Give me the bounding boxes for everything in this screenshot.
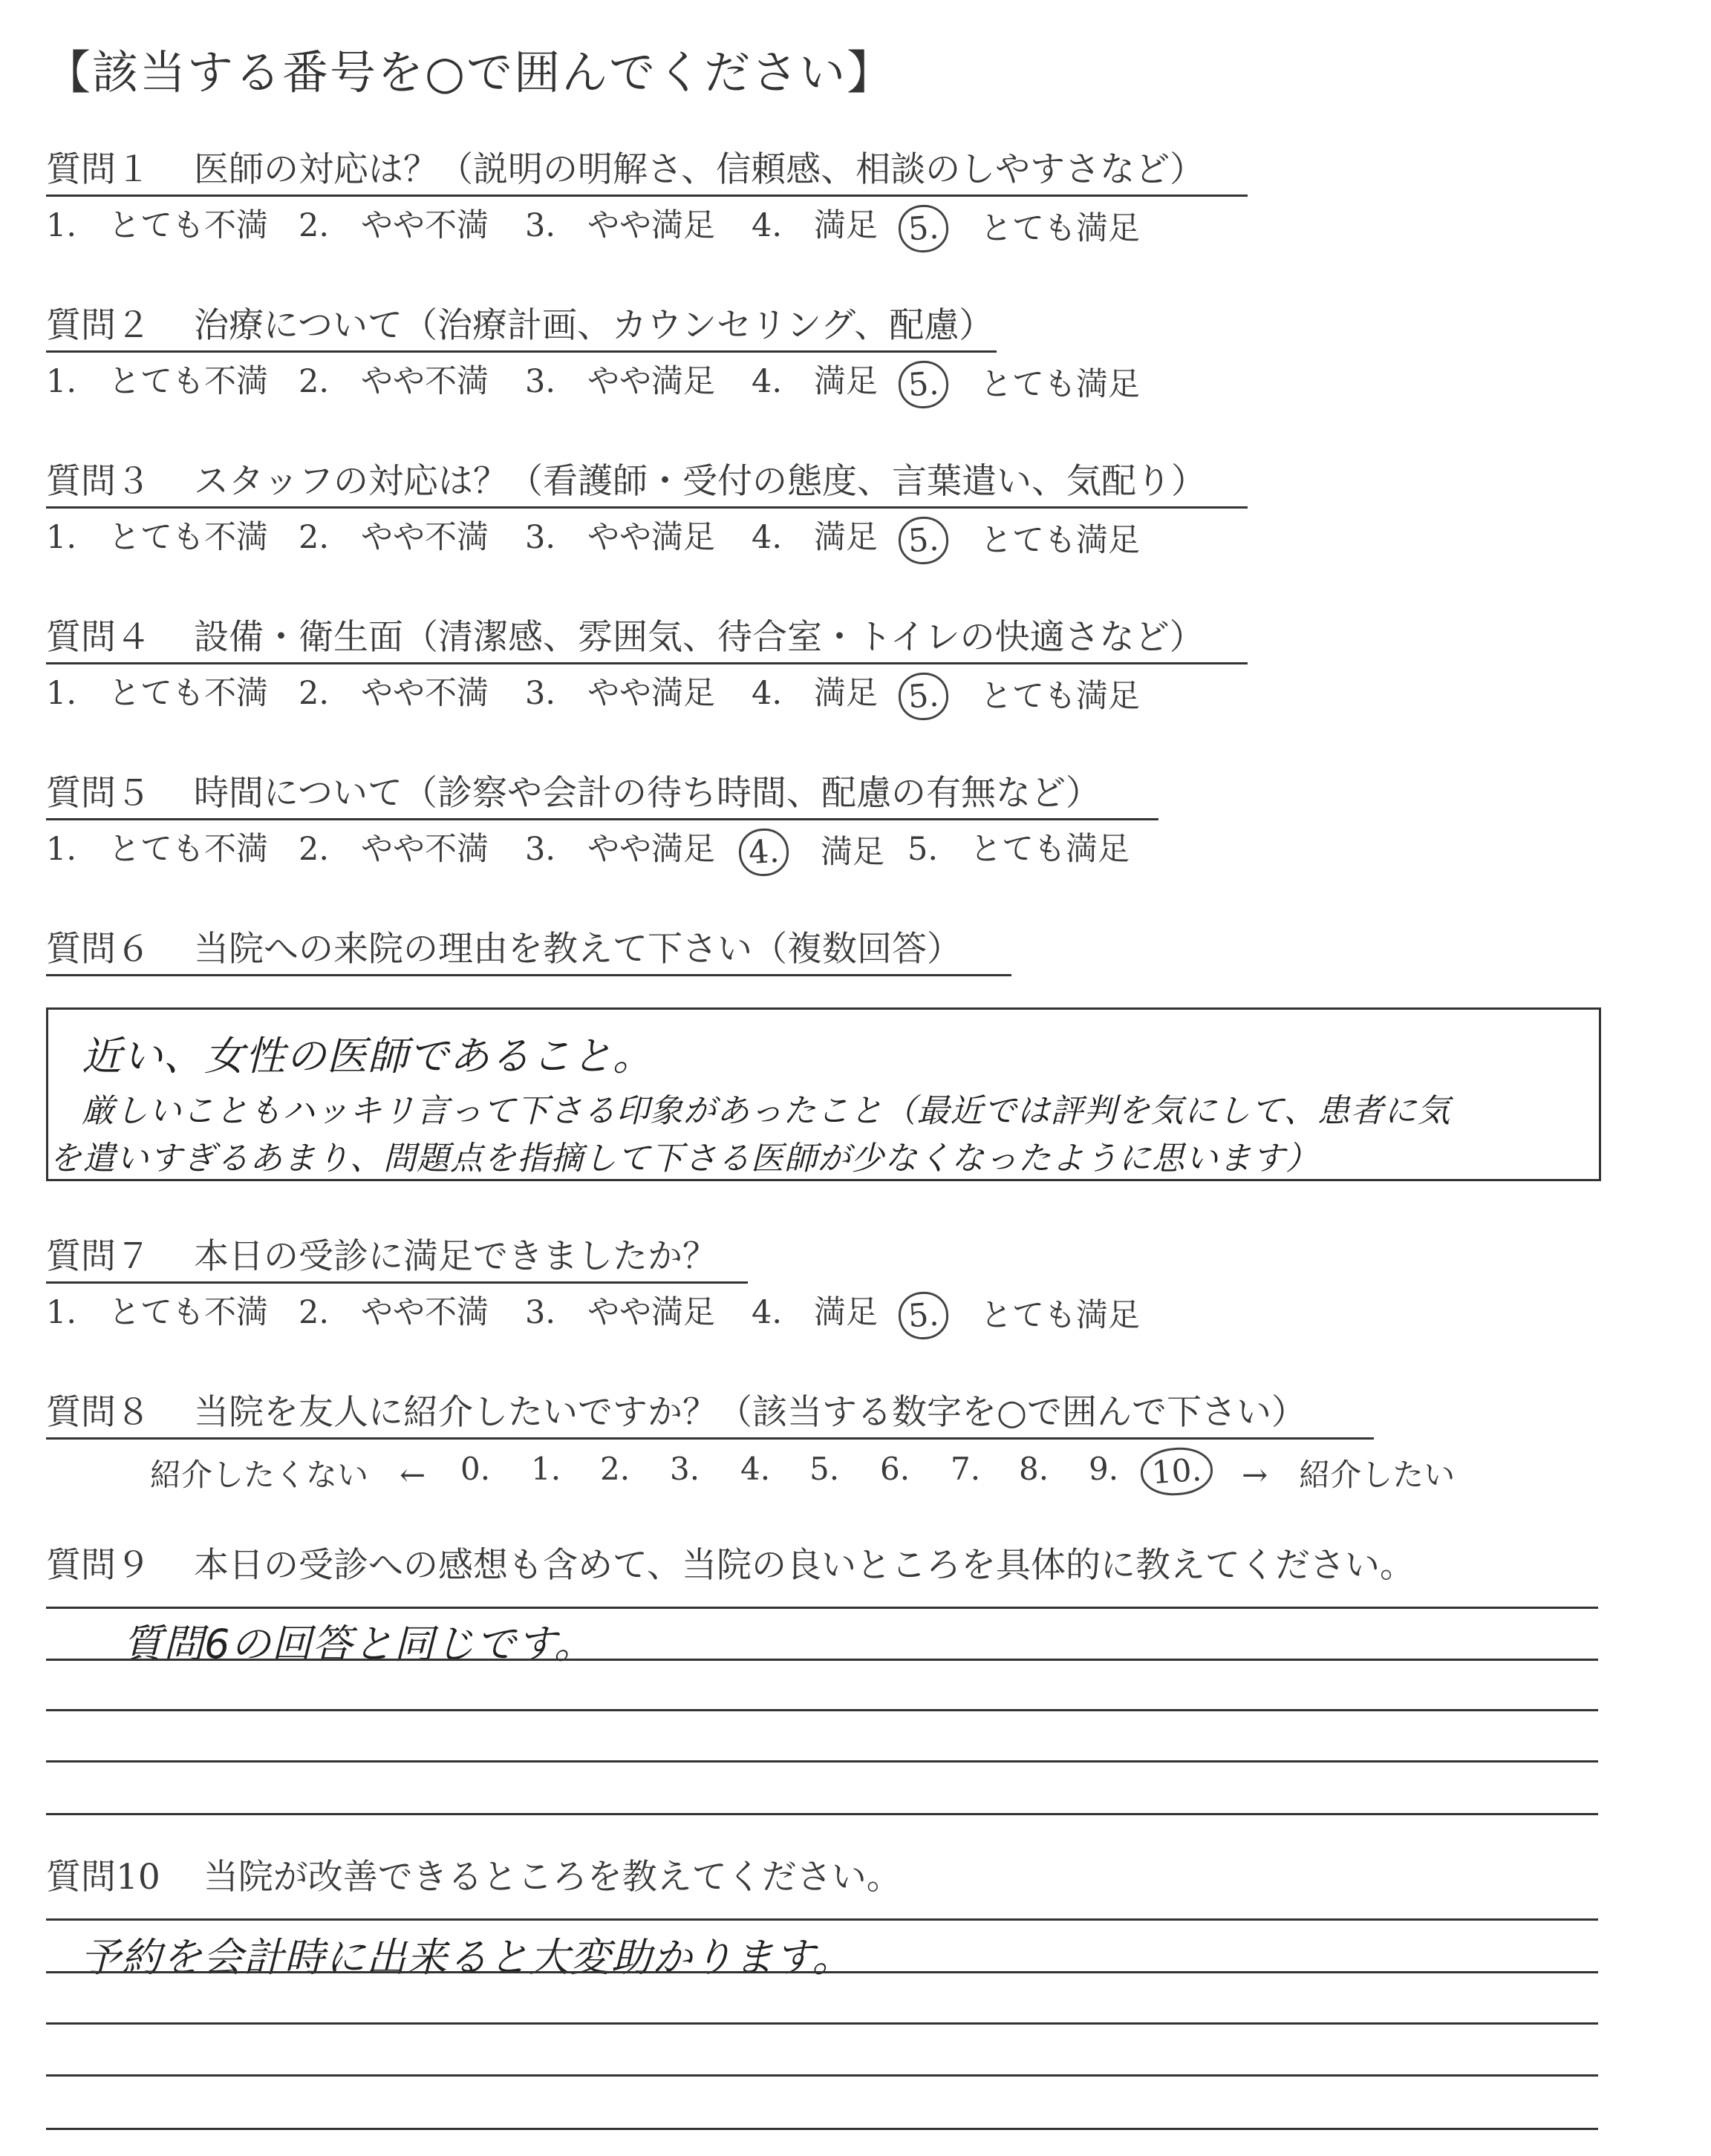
circled-answer: 4. [737, 827, 790, 878]
question-number: 質問７ [46, 1236, 151, 1277]
question-8-title [46, 1390, 1374, 1440]
question-10-title [46, 1855, 902, 1902]
option-4[interactable]: 4. 満足 [752, 675, 879, 712]
scale-5[interactable]: 5. [809, 1451, 840, 1487]
ruled-line [46, 1813, 1598, 1815]
option-3[interactable]: 3. やや満足 [525, 831, 716, 868]
q6-handwritten-line-3: を遣いすぎるあまり、問題点を指摘して下さる医師が少なくなったように思います） [49, 1140, 1319, 1177]
question-text: 当院への来院の理由を教えて下さい（複数回答） [194, 929, 962, 970]
option-4-selected[interactable]: 4. 満足 [748, 829, 884, 876]
circled-answer: 5. [897, 1290, 950, 1342]
question-text: 当院が改善できるところを教えてください。 [203, 1857, 902, 1898]
question-text: 本日の受診への感想も含めて、当院の良いところを具体的に教えてください。 [194, 1545, 1415, 1586]
question-4-title [46, 615, 1248, 664]
question-2-options [46, 361, 1234, 405]
question-text: スタッフの対応は？（看護師・受付の態度、言葉遣い、気配り） [194, 461, 1206, 502]
ruled-line [46, 1607, 1598, 1609]
scale-2[interactable]: 2. [600, 1451, 630, 1487]
option-5-selected[interactable]: 5. とても満足 [907, 1292, 1140, 1339]
option-2[interactable]: 2. やや不満 [299, 1294, 489, 1331]
scale-0[interactable]: 0. [460, 1451, 491, 1487]
option-1[interactable]: 1. とても不満 [46, 363, 269, 400]
option-4[interactable]: 4. 満足 [752, 207, 879, 244]
circled-answer: 5. [897, 515, 950, 566]
question-5-title [46, 771, 1158, 820]
page-title: 【該当する番号を○で囲んでください】 [45, 45, 895, 99]
question-text: 治療について（治療計画、カウンセリング、配慮） [194, 305, 994, 346]
option-5[interactable]: 5. とても満足 [907, 831, 1130, 868]
scale-right-label: → 紹介したい [1242, 1457, 1456, 1493]
question-3-title [46, 459, 1248, 509]
circled-answer: 5. [897, 359, 950, 411]
ruled-line [46, 2074, 1598, 2077]
scale-8[interactable]: 8. [1019, 1451, 1049, 1487]
option-2[interactable]: 2. やや不満 [299, 675, 489, 712]
option-3[interactable]: 3. やや満足 [525, 519, 716, 556]
scale-3[interactable]: 3. [670, 1451, 700, 1487]
ruled-line [46, 1709, 1598, 1711]
option-2[interactable]: 2. やや不満 [299, 831, 489, 868]
ruled-line [46, 2128, 1598, 2130]
question-number: 質問10 [46, 1857, 160, 1898]
question-2-title [46, 303, 997, 353]
question-number: 質問５ [46, 773, 151, 814]
option-5-selected[interactable]: 5. とても満足 [907, 673, 1140, 720]
question-text: 医師の対応は？（説明の明解さ、信頼感、相談のしやすさなど） [194, 149, 1205, 190]
question-4-options [46, 673, 1234, 717]
scale-7[interactable]: 7. [951, 1451, 981, 1487]
question-number: 質問８ [46, 1392, 151, 1433]
scale-1[interactable]: 1. [531, 1451, 561, 1487]
q6-handwritten-line-2: 厳しいこともハッキリ言って下さる印象があったこと（最近では評判を気にして、患者に気 [82, 1092, 1451, 1130]
question-text: 本日の受診に満足できましたか？ [194, 1236, 717, 1277]
q6-handwritten-line-1: 近い、女性の医師であること。 [82, 1033, 654, 1079]
option-1[interactable]: 1. とても不満 [46, 519, 269, 556]
scale-10-selected[interactable] [1150, 1448, 1213, 1495]
ruled-line [46, 1971, 1598, 1973]
scale-left-label: 紹介したくない ← [150, 1457, 426, 1493]
question-1-options [46, 205, 1234, 249]
option-5-selected[interactable]: 5. とても満足 [907, 361, 1140, 408]
q9-handwritten-answer: 質問6の回答と同じです。 [123, 1621, 596, 1667]
option-1[interactable]: 1. とても不満 [46, 207, 269, 244]
question-9-title [46, 1543, 1415, 1590]
question-7-options [46, 1292, 1234, 1336]
scale-4[interactable]: 4. [740, 1451, 771, 1487]
scale-9[interactable]: 9. [1089, 1451, 1119, 1487]
question-1-title [46, 147, 1248, 197]
question-number: 質問２ [46, 305, 151, 346]
option-2[interactable]: 2. やや不満 [299, 519, 489, 556]
question-number: 質問３ [46, 461, 151, 502]
circled-answer: 5. [897, 671, 950, 722]
ruled-line [46, 1760, 1598, 1763]
option-3[interactable]: 3. やや満足 [525, 1294, 716, 1331]
question-number: 質問１ [46, 149, 151, 190]
option-2[interactable]: 2. やや不満 [299, 207, 489, 244]
option-1[interactable]: 1. とても不満 [46, 1294, 269, 1331]
option-2[interactable]: 2. やや不満 [299, 363, 489, 400]
question-5-options [46, 829, 1234, 873]
question-number: 質問９ [46, 1545, 151, 1586]
question-number: 質問４ [46, 617, 151, 658]
option-4[interactable]: 4. 満足 [752, 363, 879, 400]
circled-answer: 5. [897, 203, 950, 255]
option-3[interactable]: 3. やや満足 [525, 207, 716, 244]
question-text: 設備・衛生面（清潔感、雰囲気、待合室・トイレの快適さなど） [194, 617, 1205, 658]
scale-6[interactable]: 6. [880, 1451, 910, 1487]
question-number: 質問６ [46, 929, 151, 970]
question-7-title [46, 1234, 748, 1284]
question-text: 時間について（診察や会計の待ち時間、配慮の有無など） [194, 773, 1101, 814]
ruled-line [46, 1918, 1598, 1921]
option-5-selected[interactable]: 5. とても満足 [907, 517, 1140, 564]
q10-handwritten-answer: 予約を会計時に出来ると大変助かります。 [80, 1934, 853, 1981]
question-text: 当院を友人に紹介したいですか？（該当する数字を○で囲んで下さい） [194, 1392, 1307, 1433]
option-3[interactable]: 3. やや満足 [525, 363, 716, 400]
circled-answer: 10. [1139, 1446, 1214, 1498]
option-3[interactable]: 3. やや満足 [525, 675, 716, 712]
option-5-selected[interactable]: 5. とても満足 [907, 205, 1140, 252]
ruled-line [46, 2022, 1598, 2025]
question-6-title [46, 927, 1011, 976]
question-3-options [46, 517, 1234, 561]
option-1[interactable]: 1. とても不満 [46, 675, 269, 712]
option-4[interactable]: 4. 満足 [752, 1294, 879, 1331]
option-1[interactable]: 1. とても不満 [46, 831, 269, 868]
option-4[interactable]: 4. 満足 [752, 519, 879, 556]
ruled-line [46, 1659, 1598, 1661]
